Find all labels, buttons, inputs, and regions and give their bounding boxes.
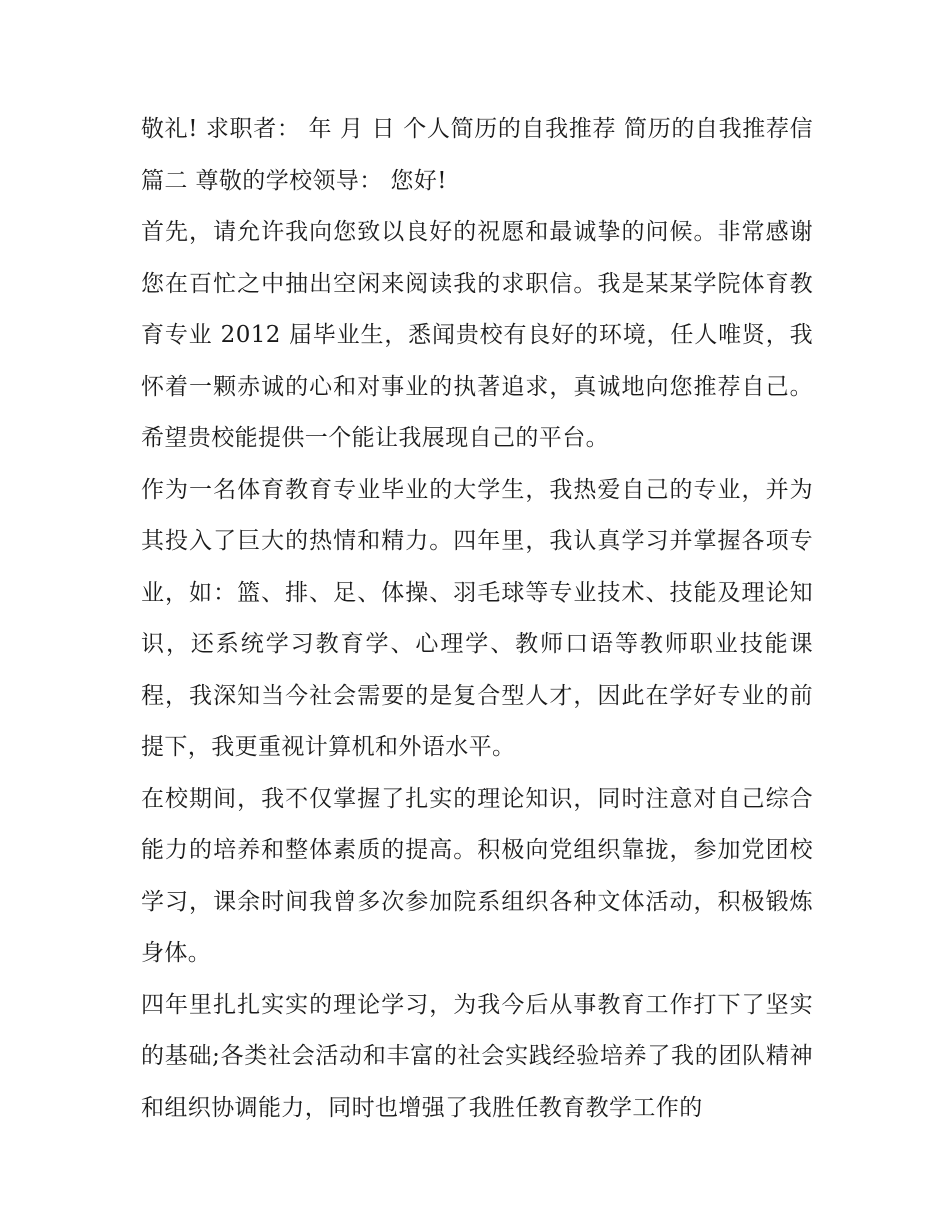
paragraph-closing-and-salutation: 敬礼! 求职者： 年 月 日 个人简历的自我推荐 简历的自我推荐信篇二 尊敬的学校领导： 您好! [141,116,813,194]
paragraph-four-years-summary: 四年里扎扎实实的理论学习，为我今后从事教育工作打下了坚实的基础;各类社会活动和丰富的社会实践经验培养了我的团队精神和组织协调能力，同时也增强了我胜任教育教学工作的 [141,991,813,1121]
paragraph-introduction: 首先，请允许我向您致以良好的祝愿和最诚挚的问候。非常感谢您在百忙之中抽出空闲来阅读我的求职信。我是某某学院体育教育专业 2012 届毕业生，悉闻贵校有良好的环境，任人唯贤，我怀着一颗赤诚的心和对事业的执著追求，真诚地向您推荐自己。希望贵校能提供一个能让我展现自己的平台。 [141,219,813,451]
paragraph-campus-activities: 在校期间，我不仅掌握了扎实的理论知识，同时注意对自己综合能力的培养和整体素质的提高。积极向党组织靠拢，参加党团校学习，课余时间我曾多次参加院系组织各种文体活动，积极锻炼身体。 [141,785,813,966]
document-body [141,104,813,1134]
paragraph-major-studies: 作为一名体育教育专业毕业的大学生，我热爱自己的专业，并为其投入了巨大的热情和精力。四年里，我认真学习并掌握各项专业，如：篮、排、足、体操、羽毛球等专业技术、技能及理论知识，还系统学习教育学、心理学、教师口语等教师职业技能课程，我深知当今社会需要的是复合型人才，因此在学好专业的前提下，我更重视计算机和外语水平。 [141,476,813,760]
